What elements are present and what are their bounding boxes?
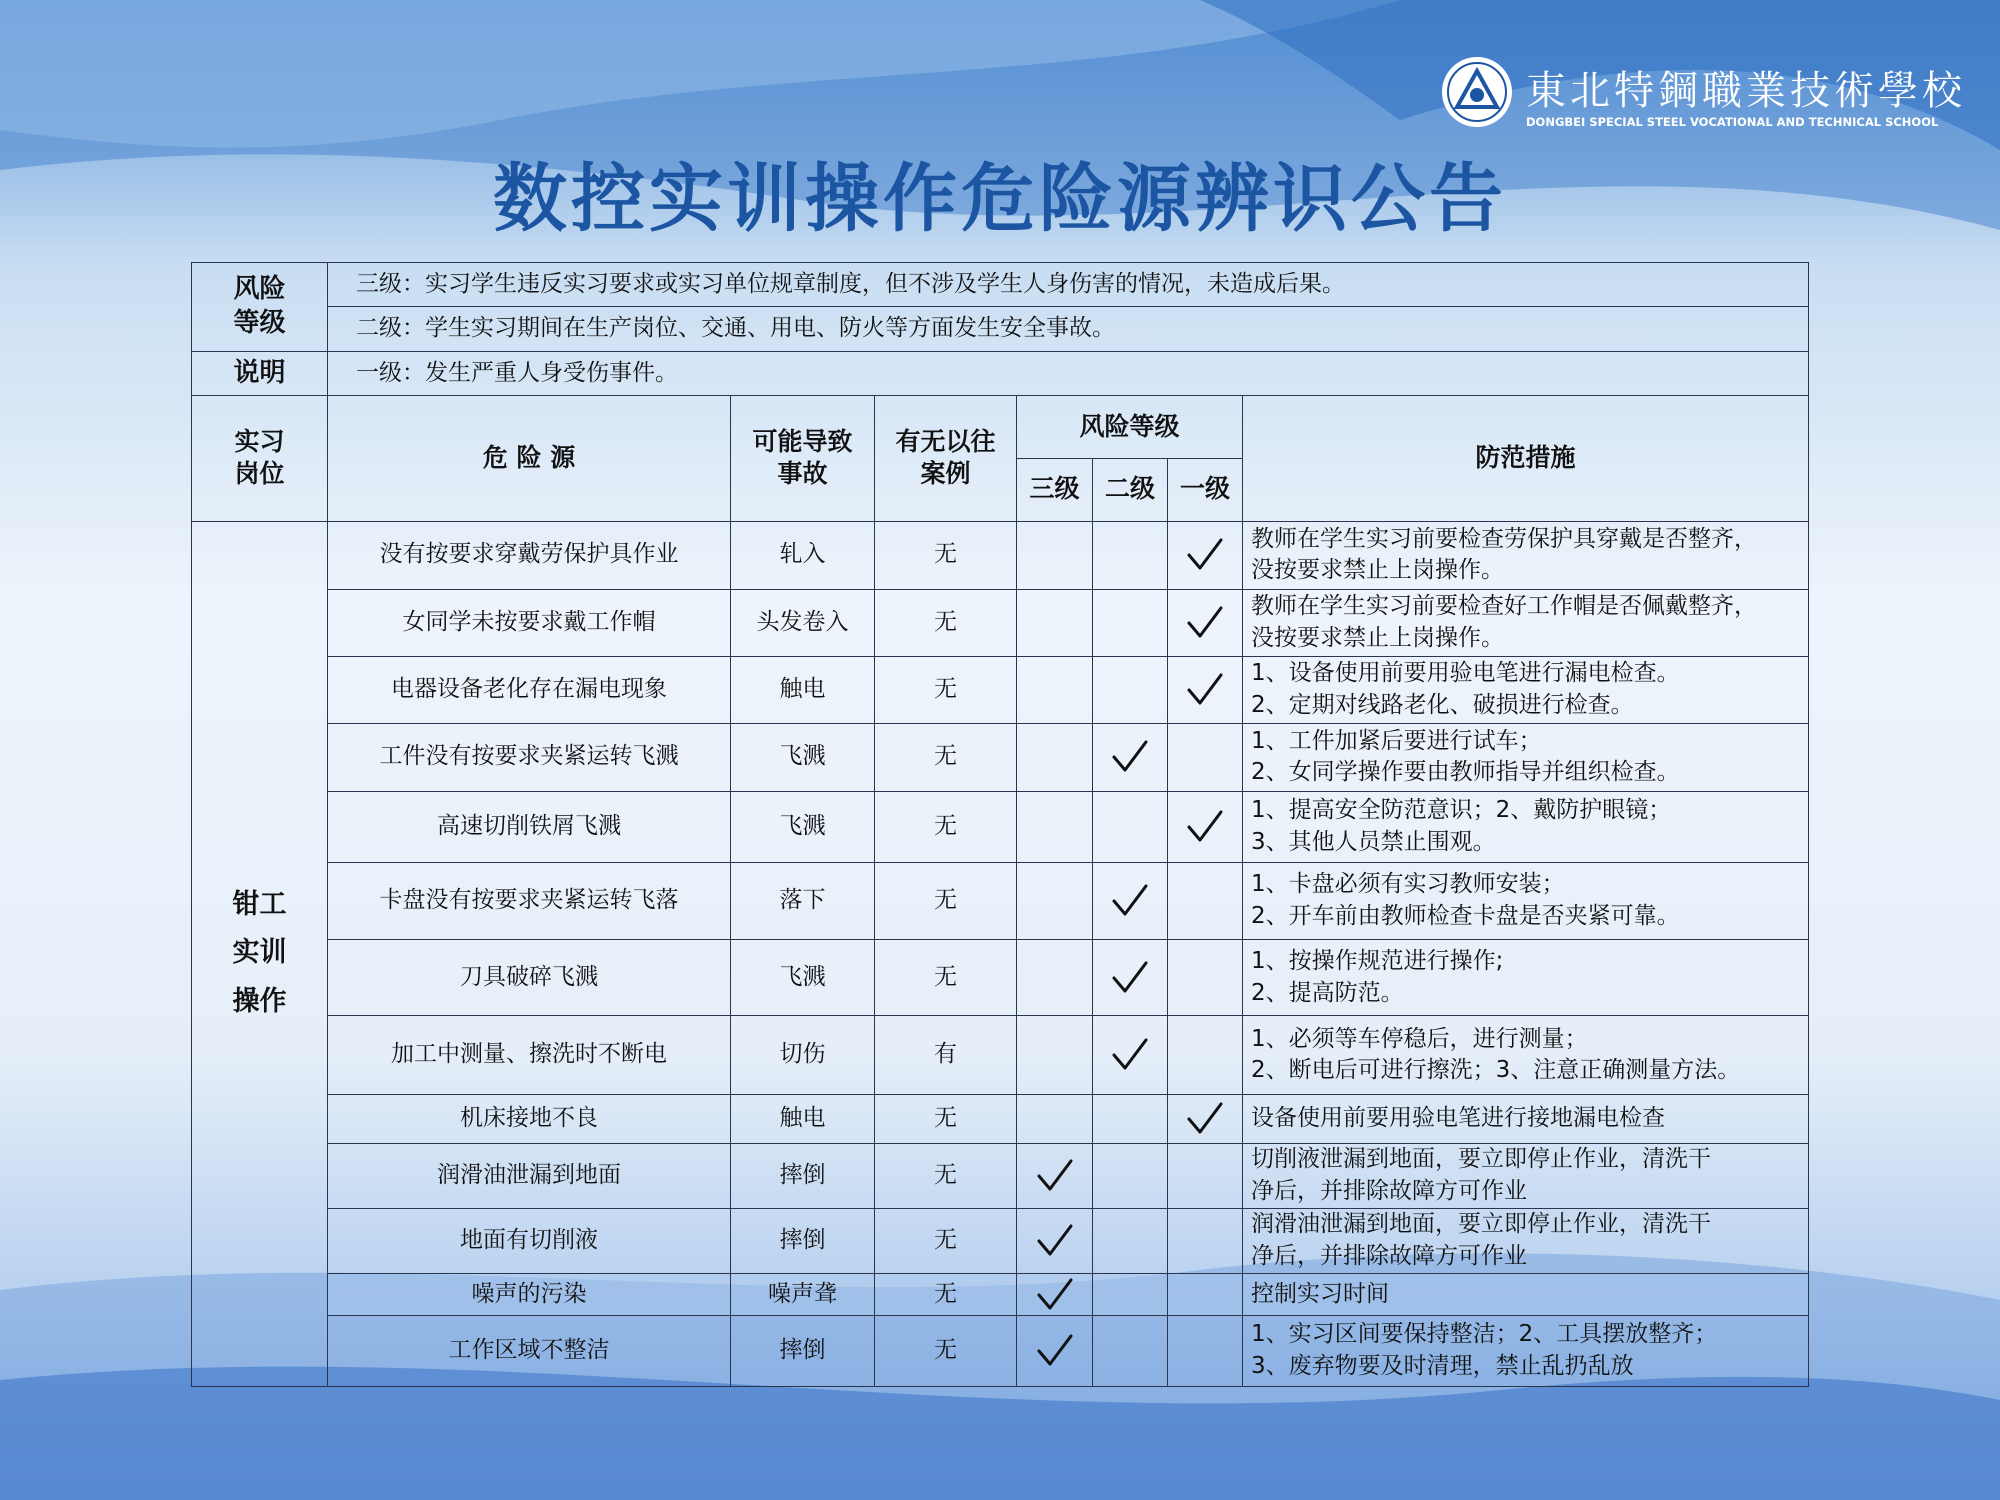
- measure-line: 2、女同学操作要由教师指导并组织检查。: [1251, 759, 1680, 786]
- measure-line: 1、工件加紧后要进行试车；: [1251, 727, 1542, 754]
- measures-cell: [1243, 862, 1809, 939]
- level-2-cell: [1093, 521, 1168, 590]
- accident-cell: 飞溅: [731, 939, 875, 1016]
- level-3-cell: [1017, 1316, 1093, 1387]
- measure-line: 净后，并排除故障方可作业: [1251, 1177, 1527, 1204]
- level-2-cell: [1093, 1208, 1168, 1273]
- level-1-cell: [1168, 1273, 1243, 1315]
- header-post-line-1: 实习: [234, 426, 285, 456]
- accident-cell: 触电: [731, 656, 875, 723]
- hazard-cell: 工作区域不整洁: [328, 1316, 731, 1387]
- school-name-en: DONGBEI SPECIAL STEEL VOCATIONAL AND TECHNICAL SCHOOL: [1526, 115, 1939, 129]
- measures-cell: [1243, 939, 1809, 1016]
- measures-cell: [1243, 1316, 1809, 1387]
- risk-level-1-desc: 一级：发生严重人身受伤事件。: [328, 351, 1809, 395]
- level-3-cell: [1017, 1273, 1093, 1315]
- check-mark-icon: [1093, 960, 1167, 996]
- accident-cell: 摔倒: [731, 1316, 875, 1387]
- measure-line: 设备使用前要用验电笔进行接地漏电检查: [1251, 1105, 1665, 1131]
- table-row: [192, 1316, 1809, 1387]
- measures-cell: [1243, 1273, 1809, 1315]
- level-3-cell: [1017, 1143, 1093, 1208]
- hazard-cell: 女同学未按要求戴工作帽: [328, 590, 731, 657]
- level-1-cell: [1168, 1143, 1243, 1208]
- table-row: [192, 1273, 1809, 1315]
- accident-cell: 摔倒: [731, 1143, 875, 1208]
- hazard-cell: 没有按要求穿戴劳保护具作业: [328, 521, 731, 590]
- header-cases: [875, 396, 1017, 521]
- level-1-cell: [1168, 723, 1243, 792]
- cases-cell: 无: [875, 1095, 1017, 1143]
- measures-cell: [1243, 590, 1809, 657]
- measure-line: 润滑油泄漏到地面，要立即停止作业，清洗干: [1251, 1211, 1711, 1238]
- accident-cell: 飞溅: [731, 723, 875, 792]
- table-row: [192, 939, 1809, 1016]
- level-2-cell: [1093, 723, 1168, 792]
- table-row: [192, 792, 1809, 863]
- table-row: [192, 1208, 1809, 1273]
- hazard-cell: 工件没有按要求夹紧运转飞溅: [328, 723, 731, 792]
- hazard-cell: 加工中测量、擦洗时不断电: [328, 1016, 731, 1095]
- cases-cell: 无: [875, 939, 1017, 1016]
- level-2-cell: [1093, 792, 1168, 863]
- cases-cell: 无: [875, 1143, 1017, 1208]
- cases-cell: 无: [875, 1208, 1017, 1273]
- check-mark-icon: [1168, 672, 1242, 708]
- level-2-cell: [1093, 656, 1168, 723]
- header-accident-line-1: 可能导致: [752, 426, 853, 456]
- measure-line: 没按要求禁止上岗操作。: [1251, 557, 1504, 584]
- post-name-line-1: 钳工: [232, 888, 287, 920]
- header-level-2: 二级: [1093, 458, 1168, 521]
- post-name-line-3: 操作: [232, 986, 287, 1018]
- table-row: [192, 1016, 1809, 1095]
- header-cases-line-1: 有无以往: [895, 426, 996, 456]
- hazard-cell: 润滑油泄漏到地面: [328, 1143, 731, 1208]
- table-row: [192, 1143, 1809, 1208]
- cases-cell: 无: [875, 656, 1017, 723]
- measure-line: 控制实习时间: [1251, 1280, 1389, 1307]
- hazard-cell: 地面有切削液: [328, 1208, 731, 1273]
- check-mark-icon: [1168, 809, 1242, 845]
- level-2-cell: [1093, 1273, 1168, 1315]
- check-mark-icon: [1093, 739, 1167, 775]
- hazard-cell: 卡盘没有按要求夹紧运转飞落: [328, 862, 731, 939]
- measure-line: 没按要求禁止上岗操作。: [1251, 625, 1504, 652]
- check-mark-icon: [1168, 1101, 1242, 1137]
- cases-cell: 无: [875, 792, 1017, 863]
- measure-line: 2、定期对线路老化、破损进行检查。: [1251, 691, 1634, 718]
- accident-cell: 噪声聋: [731, 1273, 875, 1315]
- risk-level-3-desc: 三级：实习学生违反实习要求或实习单位规章制度，但不涉及学生人身伤害的情况，未造成后果。: [328, 263, 1809, 307]
- cases-cell: 无: [875, 521, 1017, 590]
- header-level-1: 一级: [1168, 458, 1243, 521]
- measures-cell: [1243, 723, 1809, 792]
- hazard-table: [191, 262, 1809, 1387]
- level-3-cell: [1017, 862, 1093, 939]
- level-2-cell: [1093, 590, 1168, 657]
- header-hazard: 危 险 源: [328, 396, 731, 521]
- level-2-cell: [1093, 939, 1168, 1016]
- hazard-cell: 高速切削铁屑飞溅: [328, 792, 731, 863]
- header-measures: 防范措施: [1243, 396, 1809, 521]
- measure-line: 切削液泄漏到地面，要立即停止作业，清洗干: [1251, 1145, 1711, 1172]
- table-row: [192, 590, 1809, 657]
- measures-cell: [1243, 1208, 1809, 1273]
- level-2-cell: [1093, 1016, 1168, 1095]
- cases-cell: 有: [875, 1016, 1017, 1095]
- level-3-cell: [1017, 1208, 1093, 1273]
- level-1-cell: [1168, 590, 1243, 657]
- accident-cell: 轧入: [731, 521, 875, 590]
- check-mark-icon: [1093, 883, 1167, 919]
- check-mark-icon: [1168, 605, 1242, 641]
- level-1-cell: [1168, 792, 1243, 863]
- measure-line: 2、提高防范。: [1251, 979, 1404, 1006]
- school-logo: [1440, 55, 1966, 135]
- measures-cell: [1243, 792, 1809, 863]
- level-1-cell: [1168, 656, 1243, 723]
- header-level-3: 三级: [1017, 458, 1093, 521]
- measure-line: 3、其他人员禁止围观。: [1251, 829, 1496, 856]
- cases-cell: 无: [875, 723, 1017, 792]
- accident-cell: 飞溅: [731, 792, 875, 863]
- header-post-line-2: 岗位: [234, 459, 285, 489]
- cases-cell: 无: [875, 1273, 1017, 1315]
- cases-cell: 无: [875, 590, 1017, 657]
- risk-explanation-label: [192, 263, 328, 352]
- post-name-line-2: 实训: [232, 937, 287, 969]
- page-title: 数控实训操作危险源辨识公告: [493, 156, 1507, 242]
- accident-cell: 切伤: [731, 1016, 875, 1095]
- level-1-cell: [1168, 1316, 1243, 1387]
- level-3-cell: [1017, 656, 1093, 723]
- measures-cell: [1243, 1143, 1809, 1208]
- level-1-cell: [1168, 862, 1243, 939]
- level-2-cell: [1093, 1143, 1168, 1208]
- hazard-cell: 噪声的污染: [328, 1273, 731, 1315]
- level-2-cell: [1093, 862, 1168, 939]
- level-1-cell: [1168, 939, 1243, 1016]
- measure-line: 1、提高安全防范意识；2、戴防护眼镜；: [1251, 797, 1672, 824]
- measure-line: 1、设备使用前要用验电笔进行漏电检查。: [1251, 659, 1680, 686]
- measures-cell: [1243, 521, 1809, 590]
- level-2-cell: [1093, 1095, 1168, 1143]
- table-row: [192, 1095, 1809, 1143]
- level-3-cell: [1017, 1016, 1093, 1095]
- measure-line: 1、按操作规范进行操作;: [1251, 947, 1504, 974]
- accident-cell: 头发卷入: [731, 590, 875, 657]
- level-3-cell: [1017, 590, 1093, 657]
- measure-line: 2、开车前由教师检查卡盘是否夹紧可靠。: [1251, 902, 1680, 929]
- check-mark-icon: [1017, 1223, 1092, 1259]
- header-risk-level: 风险等级: [1017, 396, 1243, 459]
- table-row: [192, 723, 1809, 792]
- check-mark-icon: [1168, 537, 1242, 573]
- measure-line: 1、必须等车停稳后，进行测量；: [1251, 1025, 1588, 1052]
- measure-line: 1、实习区间要保持整洁；2、工具摆放整齐；: [1251, 1321, 1718, 1348]
- level-3-cell: [1017, 1095, 1093, 1143]
- accident-cell: 摔倒: [731, 1208, 875, 1273]
- hazard-cell: 电器设备老化存在漏电现象: [328, 656, 731, 723]
- level-3-cell: [1017, 792, 1093, 863]
- risk-label-line-2: 等级: [233, 307, 286, 338]
- cases-cell: 无: [875, 1316, 1017, 1387]
- cases-cell: 无: [875, 862, 1017, 939]
- measure-line: 教师在学生实习前要检查劳保护具穿戴是否整齐，: [1251, 525, 1757, 552]
- check-mark-icon: [1017, 1277, 1092, 1313]
- post-name: [192, 521, 328, 1386]
- level-3-cell: [1017, 723, 1093, 792]
- measure-line: 净后，并排除故障方可作业: [1251, 1242, 1527, 1269]
- check-mark-icon: [1093, 1037, 1167, 1073]
- accident-cell: 落下: [731, 862, 875, 939]
- level-3-cell: [1017, 521, 1093, 590]
- header-accident-line-2: 事故: [777, 459, 828, 489]
- measure-line: 2、断电后可进行擦洗；3、注意正确测量方法。: [1251, 1057, 1741, 1084]
- check-mark-icon: [1017, 1158, 1092, 1194]
- header-accident: [731, 396, 875, 521]
- school-seal-icon: [1440, 55, 1514, 129]
- measures-cell: [1243, 1016, 1809, 1095]
- measures-cell: [1243, 1095, 1809, 1143]
- header-post: [192, 396, 328, 521]
- table-row: [192, 656, 1809, 723]
- risk-label-line-1: 风险: [233, 274, 286, 305]
- level-2-cell: [1093, 1316, 1168, 1387]
- header-cases-line-2: 案例: [920, 459, 971, 489]
- hazard-cell: 刀具破碎飞溅: [328, 939, 731, 1016]
- level-3-cell: [1017, 939, 1093, 1016]
- hazard-cell: 机床接地不良: [328, 1095, 731, 1143]
- measure-line: 教师在学生实习前要检查好工作帽是否佩戴整齐，: [1251, 593, 1757, 620]
- check-mark-icon: [1017, 1333, 1092, 1369]
- table-row: [192, 521, 1809, 590]
- level-1-cell: [1168, 1208, 1243, 1273]
- risk-explanation-label-3: 说明: [192, 351, 328, 395]
- school-name-cn: 東北特鋼職業技術學校: [1526, 68, 1966, 114]
- accident-cell: 触电: [731, 1095, 875, 1143]
- level-1-cell: [1168, 1016, 1243, 1095]
- table-row: [192, 862, 1809, 939]
- measure-line: 3、废弃物要及时清理，禁止乱扔乱放: [1251, 1353, 1634, 1380]
- level-1-cell: [1168, 521, 1243, 590]
- hazard-rows: [192, 521, 1809, 1386]
- measures-cell: [1243, 656, 1809, 723]
- risk-level-2-desc: 二级：学生实习期间在生产岗位、交通、用电、防火等方面发生安全事故。: [328, 307, 1809, 351]
- level-1-cell: [1168, 1095, 1243, 1143]
- measure-line: 1、卡盘必须有实习教师安装；: [1251, 871, 1565, 898]
